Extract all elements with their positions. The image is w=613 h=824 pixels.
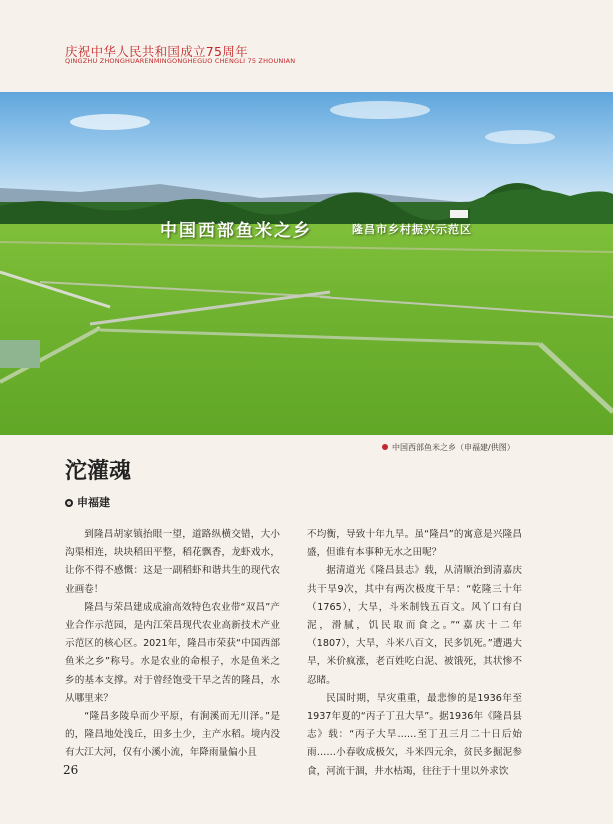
- paragraph: 到隆昌胡家镇抬眼一望，道路纵横交错，大小沟渠相连，块块稻田平整，稻花飘香，龙虾戏水，让你不得不感慨：这是一副稻虾和谐共生的现代农业画卷！: [65, 529, 280, 595]
- paragraph: 不均衡，导致十年九旱。虽“隆昌”的寓意是兴隆昌盛，但谁有本事种无水之田呢？: [307, 529, 522, 559]
- header-subtitle: QINGZHU ZHONGHUARENMINGONGHEGUO CHENGLI 75 ZHOUNIAN: [65, 57, 296, 65]
- header-title: 庆祝中华人民共和国成立75周年: [65, 44, 248, 59]
- photo-caption: [382, 442, 515, 453]
- article-right-column: [307, 526, 522, 781]
- rice-field-photo: [0, 92, 613, 435]
- author-line: [65, 494, 110, 510]
- author-name: 申福建: [77, 496, 110, 509]
- paragraph: 民国时期，旱灾重重，最悲惨的是1936年至1937年夏的“丙子丁丑大旱”。据1936年《隆昌县志》载：“丙子大旱……至丁丑三月二十日后始雨……小春收成极欠，斗米四元余，贫民多掘泥参食，河流干涸，井水枯竭，往往于十里以外求饮: [307, 692, 522, 777]
- article-left-column: [65, 526, 280, 763]
- author-bullet-icon: [65, 499, 73, 507]
- paragraph: “隆昌多陵阜而少平原，有涧溪而无川泽。”是的，隆昌地处浅丘，田多土少，主产水稻。境内没有大江大河，仅有小溪小流，年降雨量偏小且: [65, 711, 280, 759]
- photo-overlay: [0, 216, 613, 244]
- paragraph: 隆昌与荣昌建成成渝高效特色农业带“双昌”产业合作示范园，是内江荣昌现代农业高新技术产业示范区的核心区。2021年，隆昌市荣获“中国西部鱼米之乡”称号。水是农业的命根子，水是鱼米之乡的基本支撑。对于曾经饱受干旱之苦的隆昌，水从哪里来？: [65, 601, 280, 704]
- caption-text: 中国西部鱼米之乡（申福建/供图）: [392, 443, 515, 452]
- caption-bullet-icon: [382, 444, 388, 450]
- page-number: 26: [63, 763, 79, 777]
- overlay-sub-text: 隆昌市乡村振兴示范区: [352, 223, 472, 236]
- article-title: 沱灌魂: [65, 458, 132, 484]
- overlay-main-text: 中国西部鱼米之乡: [160, 221, 312, 241]
- paragraph: 据清道光《隆昌县志》载，从清顺治到清嘉庆共干旱9次，其中有两次极度干旱：“乾隆三十年（1765），大旱，斗米制钱五百文。风丫口有白泥，滑腻，饥民取而食之。”“嘉庆十二年（1807），大旱，斗米八百文，民多饥死。”遭遇大旱，米价疯涨，老百姓吃白泥、被饿死，其状惨不忍睹。: [307, 565, 522, 686]
